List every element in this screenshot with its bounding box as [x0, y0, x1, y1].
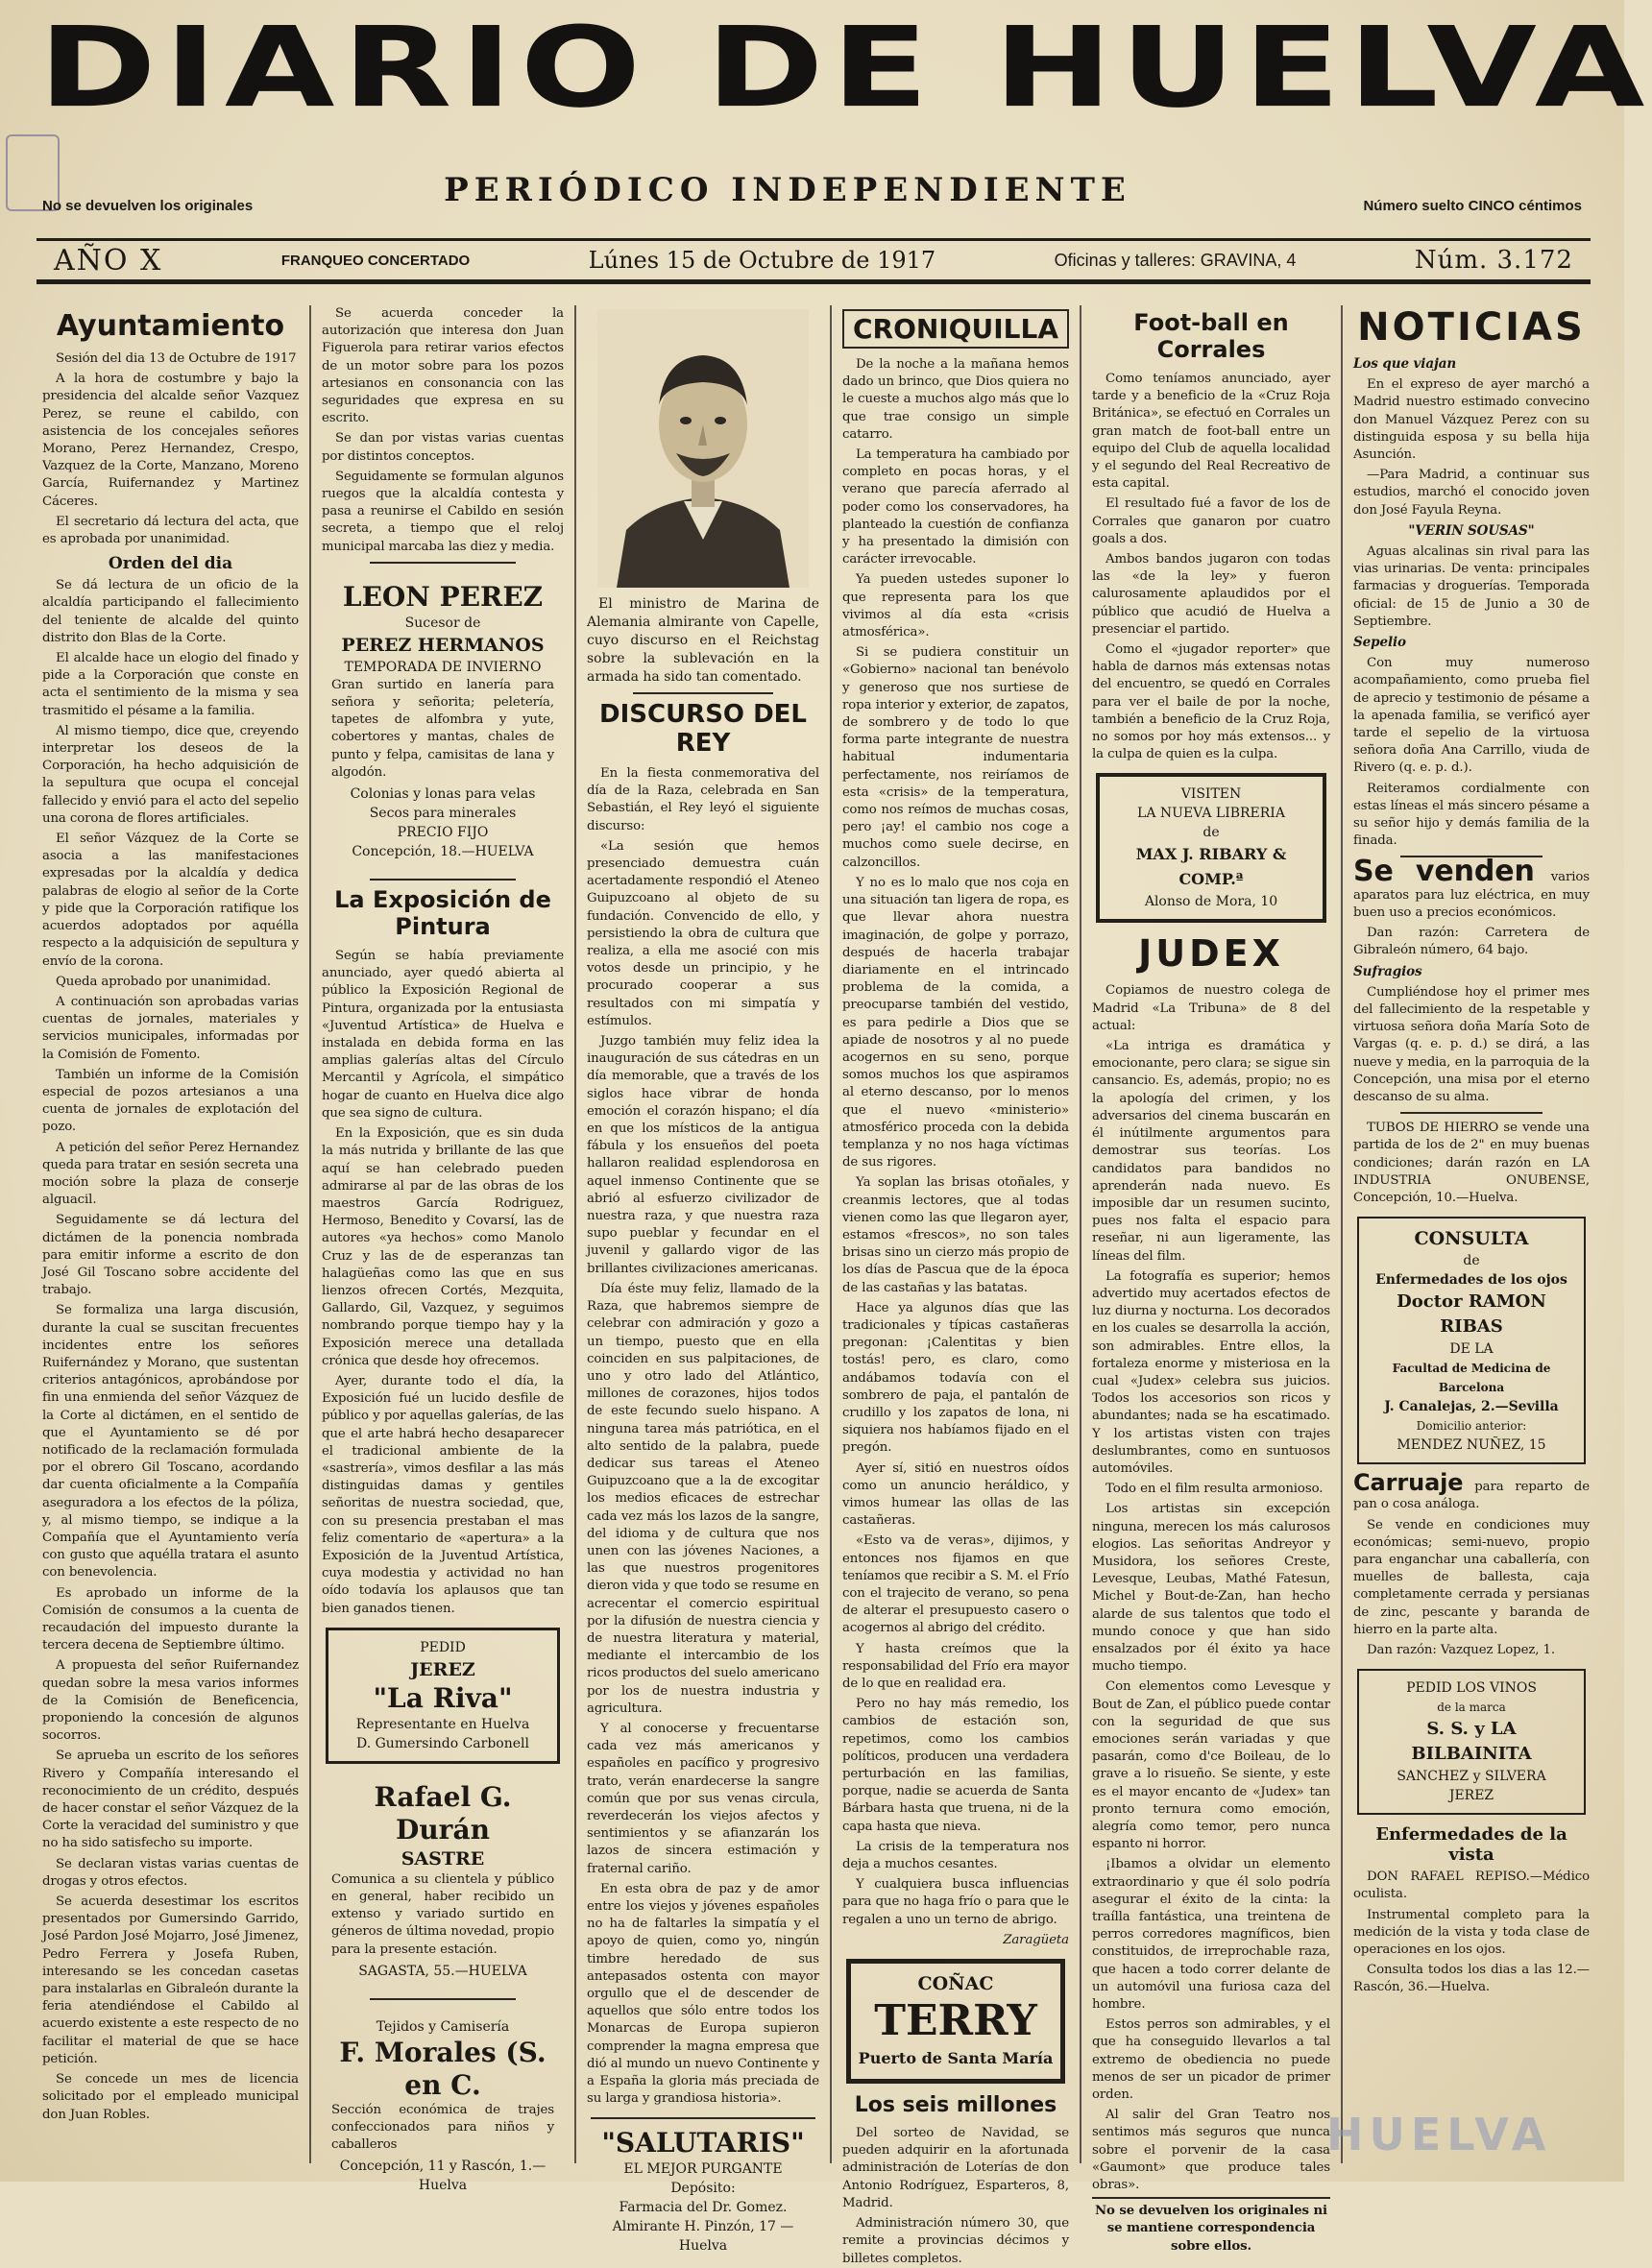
article-paragraph: Ayer, durante todo el día, la Exposición fué un lucido desfile de público y por aquellas galerías, de las que el arte habrá hecho desaparecer el tradicional ambiente de la «sastrería», vimos desfilar a las más distinguidas damas y gentiles señoritas de nuestra sociedad, que, con su presencia prestaban el mas feliz comentario de «apertura» a la Exposición de la Juventud Artística, cuya modestia y actividad no han oído todavía los aplausos que tan bien ganados tienen.: [322, 1373, 564, 1616]
news-kicker: Sepelio: [1353, 635, 1406, 651]
article-title-croniquilla: CRONIQUILLA: [842, 309, 1069, 349]
article-paragraph: Seguidamente se dá lectura del dictámen de la ponencia nombrada para emitir informe a escrito de don José Gil Toscano sobre accidente del trabajo.: [42, 1213, 299, 1298]
section-title-noticias: NOTICIAS: [1357, 305, 1586, 350]
article-paragraph: Se dá lectura de un oficio de la alcaldía participando el fallecimiento del teniente de alcalde del quinto distrito don Blas de la Corte.: [42, 578, 299, 645]
news-paragraph: DON RAFAEL REPISO.—Médico oculista.: [1353, 1870, 1590, 1902]
ad-text: Sucesor de: [404, 615, 481, 631]
column-ayuntamiento: [35, 305, 306, 2163]
footer-note: No se devuelven los originales ni se mantiene correspondencia sobre ellos.: [1092, 2197, 1330, 2256]
ad-text: EL MEJOR PURGANTE: [623, 2161, 783, 2178]
ad-title-vista: Enfermedades de la vista: [1375, 1824, 1567, 1866]
news-paragraph: Reiteramos cordialmente con estas líneas el más sincero pésame a su señor hijo y demás familia de la finada.: [1353, 781, 1590, 849]
ad-text: de la marca: [1437, 1701, 1506, 1715]
classified-heading: Carruaje: [1353, 1469, 1464, 1497]
ad-text: Facultad de Medicina de Barcelona: [1392, 1362, 1551, 1395]
ad-text: Comunica a su clientela y público en general, haber recibido un extenso y variado surtido en géneros de última novedad, propio para la presente estación.: [331, 1871, 554, 1957]
column-noticias: [1346, 305, 1597, 2163]
article-paragraph: También un informe de la Comisión especial de pozos artesianos a una cuenta de jornales de explotación del pozo.: [42, 1067, 299, 1135]
ad-text: DE LA: [1449, 1341, 1494, 1358]
article-paragraph: Se acuerda conceder la autorización que interesa don Juan Figuerola para retirar varios efectos de un motor sobre para los pozos artesianos en consonancia con las seguridades que expresa en su escrito.: [322, 306, 564, 426]
news-kicker: Los que viajan: [1353, 356, 1457, 372]
news-paragraph: Consulta todos los dias a las 12.—Rascón, 36.—Huelva.: [1353, 1963, 1590, 1995]
article-paragraph: El señor Vázquez de la Corte se asocia a las manifestaciones expresadas por la alcaldía y dedica palabras de elogio al señor de la Corte y pide que la Corporación ratifique los acuerdos adoptados por aquélla respecto a la adquisición de sepultura y envío de la corona.: [42, 832, 299, 969]
article-title-ayuntamiento: Ayuntamiento: [56, 309, 285, 343]
article-paragraph: Sesión del dia 13 de Octubre de 1917: [56, 351, 297, 366]
issue-year: AÑO X: [54, 243, 163, 277]
article-paragraph: Y hasta creímos que la responsabilidad del Frío era mayor de lo que en realidad era.: [842, 1641, 1069, 1692]
article-paragraph: Administración número 30, que remite a provincias décimos y billetes completos.: [842, 2216, 1069, 2266]
price-note: Número suelto CINCO céntimos: [1363, 198, 1582, 214]
classified-carruaje: [1353, 1469, 1590, 1513]
article-paragraph: Al salir del Gran Teatro nos sentimos más seguros que nunca sobre el porvenir de la casa «Gaumont» que produce tales obras».: [1092, 2108, 1330, 2193]
column-two: [314, 305, 571, 2194]
ad-text: Gran surtido en lanería para señora y señorita; peletería, tapetes de alfombra y yute, cobertores y mantas, chales de punto y felpa, camisitas de lana y algodón.: [331, 677, 554, 780]
article-paragraph: En la Exposición, que es sin duda la más nutrida y brillante de las que aquí se han celebrado pueden admirarse al par de las obras de los maestros García Rodriguez, Hermoso, Benedito y Covarsí, las de autores «ya hechos» como Manolo Cruz y las de de esperanzas tan halagüeñas como las que en sus lienzos ofrecen Cortés, Mezquita, Gallardo, Gil, Vazquez, y seguimos nombrando porque tiempo hay y la Exposición merece una detallada crónica que desde hoy ofrecemos.: [322, 1126, 564, 1368]
ad-libreria-ribary: [1096, 773, 1326, 923]
article-paragraph: Se dan por vistas varias cuentas por distintos conceptos.: [322, 431, 564, 464]
ad-text: Puerto de Santa María: [858, 2049, 1054, 2068]
issue-info-bar: [36, 238, 1591, 284]
ad-text: MENDEZ NUÑEZ, 15: [1397, 1437, 1546, 1454]
article-paragraph: Y al conocerse y frecuentarse cada vez más americanos y españoles en pacífico y progresivo trato, verán enardecerse la sangre común que por sus venas circula, reverdecerán los viejos afectos y sentimientos y se afianzarán los lazos de sincera estimación y fraternal cariño.: [587, 1721, 819, 1876]
article-paragraph: Todo en el film resulta armonioso.: [1105, 1482, 1324, 1497]
ad-text: SASTRE: [401, 1847, 485, 1870]
ad-text: CONSULTA: [1414, 1228, 1529, 1250]
ad-title: "SALUTARIS": [601, 2127, 805, 2159]
classified-text: para reparto de pan o cosa análoga.: [1353, 1480, 1590, 1512]
article-paragraph: En la fiesta conmemorativa del día de la Raza, celebrada en San Sebastián, el Rey leyó el siguiente discurso:: [587, 766, 819, 833]
ad-text: Concepción, 11 y Rascón, 1.—Huelva: [339, 2159, 547, 2194]
news-paragraph: TUBOS DE HIERRO se vende una partida de los de 2" en muy buenas condiciones; darán razón en LA INDUSTRIA ONUBENSE, Concepción, 10.—Huelva.: [1353, 1121, 1590, 1205]
article-paragraph: A continuación son aprobadas varias cuentas de jornales, materiales y servicios municipales, informadas por la Comisión de Fomento.: [42, 994, 299, 1062]
column-four: [835, 305, 1077, 2266]
ad-f-morales: [326, 2010, 560, 2204]
article-paragraph: Seguidamente se formulan algunos ruegos que la alcaldía contesta y pasa a reunirse el Cabildo en sesión secreta, a tiempo que el reloj municipal marcaba las diez y media.: [322, 469, 564, 554]
ad-text: Domicilio anterior:: [1416, 1419, 1527, 1434]
ad-la-riva: [326, 1628, 560, 1764]
ad-text: Depósito:: [670, 2181, 736, 2197]
article-paragraph: Se concede un mes de licencia solicitado por el empleado municipal don Juan Robles.: [42, 2072, 299, 2122]
ad-text: JEREZ: [410, 1658, 475, 1680]
ad-text: Representante en Huelva: [355, 1716, 530, 1732]
ad-rafael-duran: [326, 1773, 560, 1989]
portrait-image: [597, 309, 809, 588]
ad-terry: [846, 1959, 1065, 2084]
news-paragraph: Dan razón: Carretera de Gibraleón número, 64 bajo.: [1353, 926, 1590, 958]
classified-text: varios aparatos para luz eléctrica, en muy buen uso a precios económicos.: [1353, 870, 1590, 920]
news-paragraph: Dan razón: Vazquez Lopez, 1.: [1367, 1642, 1555, 1657]
article-paragraph: «La sesión que hemos presenciado demuestra cuán acertadamente respondió el Ateneo Guipuzcoano al objeto de su fundación. Convencido de ello, y persistiendo la obra de cultura que realiza, a ella me asocié con mis votos desde un principio, y he procurado cooperar a sus resultados con mi simpatía y estímulos.: [587, 838, 819, 1028]
news-paragraph: Se vende en condiciones muy económicas; semi-nuevo, propio para enganchar una caballería, con muelles de ballesta, caja completamente cerrada y persianas de zinc, pescante y baranda de hierro en la parte alta.: [1353, 1517, 1590, 1637]
article-paragraph: Se acuerda desestimar los escritos presentados por Gumersindo Garrido, José Pardon José Mojarro, José Jimenez, Pedro Ferrera y Josefa Ruben, interesando se les concedan casetas para instalarlas en Gibraleón durante la feria atendiéndose el Cabildo al acuerdo existente a este respecto de no facilitar el material de que se hace petición.: [42, 1894, 299, 2066]
article-paragraph: Del sorteo de Navidad, se pueden adquirir en la afortunada administración de Loterías de don Antonio Rodríguez, Esparteros, 8, Madrid.: [842, 2126, 1069, 2210]
archive-watermark-stamp: HUELVA: [1326, 2109, 1552, 2160]
article-title-seis-millones: Los seis millones: [854, 2093, 1057, 2118]
classified-heading: Se venden: [1353, 855, 1535, 889]
article-paragraph: El alcalde hace un elogio del finado y pide a la Corporación que conste en acta el sentimiento de la misma y sea trasmitido el pésame a la familia.: [42, 651, 299, 718]
ad-title: Doctor RAMON RIBAS: [1397, 1291, 1546, 1338]
article-title-discurso: DISCURSO DEL REY: [599, 700, 807, 758]
column-five: [1084, 305, 1338, 2254]
ad-text: PEREZ HERMANOS: [341, 634, 545, 656]
article-paragraph: ¡Ibamos a olvidar un elemento extraordinario y que él solo podría asegurar el éxito de la cinta: la traílla fantástica, una treintena de perros corredores magníficos, bien constituidos, de irreprochable raza, que hacen a todo correr delante de un automóvil una furiosa caza del hombre.: [1092, 1857, 1330, 2013]
article-signature: Zaragüeta: [1003, 1932, 1069, 1947]
article-paragraph: Día éste muy feliz, llamado de la Raza, que habremos siempre de celebrar con admiración y gozo a un tiempo, puesto que en ella coinciden en sus palpitaciones, de uno y otro lado del Atlántico, millones de corazones, hijos todos de este fecundo suelo hispano. A ninguna tarea más patriótica, en el alto sentido de la palabra, puede dedicar sus tareas el Ateneo Guipuzcoano que a la de excogitar los medios eficaces de estrechar cada vez más los lazos de la sangre, del idioma y de cultura que nos unen con las jóvenes Naciones, a las que nuestros progenitores dieron vida y que todo se resume en acrecentar el comercio espiritual por la difusión de nuestra ciencia y de nuestra literatura y material, mediante el intercambio de los ricos productos del suelo americano por los de nuestra industria y agricultura.: [587, 1281, 819, 1716]
originals-note: No se devuelven los originales: [42, 198, 254, 214]
ad-text: LA NUEVA LIBRERIA: [1137, 806, 1285, 822]
article-paragraph: Es aprobado un informe de la Comisión de consumos a la cuenta de recaudación del impuesto durante la tercera decena de Septiembre último.: [42, 1585, 299, 1653]
ad-text: PRECIO FIJO: [397, 825, 489, 841]
ad-text: Sección económica de trajes confeccionados para niños y caballeros: [331, 2102, 554, 2153]
ad-text: PEDID: [420, 1639, 466, 1655]
article-paragraph: Ya soplan las brisas otoñales, y creanmis lectores, que al todas vienen como las que llegaron ayer, estamos «frescos», no son tales brisas sino un cierzo más propio de los días de Pascua que de la época de las castañas y las batatas.: [842, 1175, 1069, 1295]
offices-address: Oficinas y talleres: GRAVINA, 4: [1054, 250, 1297, 270]
ad-text: D. Gumersindo Carbonell: [356, 1735, 529, 1751]
article-paragraph: El resultado fué a favor de los de Corrales que ganaron por cuatro goals a dos.: [1092, 496, 1330, 546]
ad-text: Colonias y lonas para velas: [350, 786, 536, 803]
ad-text: VISITEN: [1180, 786, 1242, 803]
article-paragraph: En esta obra de paz y de amor entre los viejos y jóvenes españoles no ha de faltarles la simpatía y el apoyo de quien, como yo, ningún timbre heredado de sus antepasados ostenta con mayor orgullo que el de descender de aquellos que sólo entre todos los Monarcas de Europa supieron comprender la magna empresa que dió al mundo un nuevo Continente y a España la gloria más preciada de su larga y grandiosa historia».: [587, 1881, 819, 2107]
portrait-caption: El ministro de Marina de Alemania almirante von Capelle, cuyo discurso en el Reichstag sobre la sublevación en la armada ha sido tan comentado.: [587, 596, 819, 685]
ad-text: PEDID LOS VINOS: [1406, 1680, 1537, 1697]
article-paragraph: Pero no hay más remedio, los cambios de estación son, repetimos, como los cambios políticos, producen una verdadera perturbación en las familias, porque, nadie se acuerda de Santa Bárbara hasta que truena, ni de la capa hasta que nieva.: [842, 1697, 1069, 1834]
article-paragraph: Copiamos de nuestro colega de Madrid «La Tribuna» de 8 del actual:: [1092, 983, 1330, 1033]
ad-title: F. Morales (S. en C.: [339, 2036, 547, 2101]
article-paragraph: A petición del señor Perez Hernandez queda para tratar en sesión secreta una moción sobre la plaza de conserje alguacil.: [42, 1140, 299, 1208]
ad-text: SAGASTA, 55.—HUELVA: [358, 1963, 527, 1979]
masthead: [38, 3, 1652, 181]
ad-text: Almirante H. Pinzón, 17 — Huelva: [612, 2219, 794, 2255]
news-paragraph: Aguas alcalinas sin rival para las vias urinarias. De venta: principales farmacias y droguerías. Temporada oficial: de 15 de Junio a 30 de Septiembre.: [1353, 544, 1590, 629]
issue-date: Lúnes 15 de Octubre de 1917: [588, 247, 936, 274]
ad-text: Secos para minerales: [369, 806, 517, 822]
ad-title: LEON PEREZ: [342, 580, 544, 613]
article-paragraph: Con elementos como Levesque y Bout de Zan, el público puede contar con la seguridad de que sus emociones serán variadas y que pasarán, como d'ce Boileau, de lo grave a lo risueño. Se siente, y este es el mayor encanto de «Judex» tan pronto ternura como emoción, alegría como temor, pero nunca espanto ni horror.: [1092, 1679, 1330, 1852]
ad-text: TEMPORADA DE INVIERNO: [344, 659, 542, 675]
article-paragraph: Ayer sí, sitió en nuestros oídos como un anuncio heráldico, y vimos humear las ollas de las castañeras.: [842, 1460, 1069, 1529]
ad-doctor-ribas: [1357, 1217, 1586, 1464]
article-paragraph: Según se había previamente anunciado, ayer quedó abierta al público la Exposición Regional de Pintura, organizada por la entusiasta «Juventud Artística» de Huelva e instalada en debida forma en las amplias galerías altas del Círculo Mercantil y Agrícola, el simpático hogar de cuanto en Huelva dice algo que sea signo de cultura.: [322, 949, 564, 1121]
article-title-exposicion: La Exposición de Pintura: [334, 886, 551, 941]
article-paragraph: El secretario dá lectura del acta, que es aprobada por unanimidad.: [42, 514, 299, 547]
ad-salutaris: [591, 2117, 815, 2263]
article-title-judex: JUDEX: [1138, 932, 1284, 976]
ad-text: SANCHEZ y SILVERA: [1397, 1769, 1546, 1785]
article-paragraph: A la hora de costumbre y bajo la presidencia del alcalde señor Vazquez Perez, se reune el cabildo, con asistencia de los concejales señores Morano, Perez Hernandez, Crespo, Vazquez de la Corte, Manzano, Moreno García, Ruifernandez y Martinez Cáceres.: [42, 372, 299, 509]
section-subtitle-orden: Orden del dia: [108, 554, 233, 574]
news-paragraph: Cumpliéndose hoy el primer mes del fallecimiento de la respetable y virtuosa señora doña María Soto de Vargas (q. e. p. d.) se dirá, a las nueve y media, en la parroquia de la Concepción, una misa por el eterno descanso de su alma.: [1353, 984, 1590, 1104]
news-kicker: "VERIN SOUSAS": [1408, 522, 1535, 539]
news-kicker: Sufragios: [1353, 963, 1422, 979]
article-paragraph: Como el «jugador reporter» que habla de darnos más extensas notas del encuentro, se quedó en Corrales para ver el baile de por la noche, también a beneficio de la Cruz Roja, no somos por hoy más extensos... y la culpa de quien es la culpa.: [1092, 642, 1330, 762]
article-paragraph: Si se pudiera constituir un «Gobierno» nacional tan benévolo y generoso que nos surtiese de ropa interior y exterior, de zapatos, de sombrero y de todo lo que forma parte integrante de nuestra habitual indumentaria perfectamente, nos reiríamos de esta «crisis» de la temperatura, como nos reímos de muchas cosas, pero ¡ay! el cambio nos coge a muchos como suele decirse, en calzoncillos.: [842, 645, 1069, 870]
article-paragraph: Queda aprobado por unanimidad.: [56, 974, 271, 989]
article-paragraph: Al mismo tiempo, dice que, creyendo interpretar los deseos de la Corporación, ha hecho adquisición de la sepultura que ocupa el concejal fallecido y envió para el acto del sepelio una corona de flores artificiales.: [42, 723, 299, 826]
news-paragraph: En el expreso de ayer marchó a Madrid nuestro estimado convecino don Manuel Vázquez Perez con su distinguida esposa y su bella hija Asunción.: [1353, 377, 1590, 463]
article-paragraph: Ya pueden ustedes suponer lo que representa para los que vivimos al día esta «crisis atmosférica».: [842, 572, 1069, 640]
issue-number: Núm. 3.172: [1414, 246, 1573, 275]
article-paragraph: La fotografía es superior; hemos advertido muy acertados efectos de luz diurna y nocturna. Los decorados en los cuales se desarrolla la acción, son admirables. Entre ellos, la fortaleza enorme y misteriosa en la cual «Judex» celebra sus juicios. Todos los accesorios son ricos y abundantes; nada se ha escatimado. Y los artistas visten con trajes deslumbrantes, como en suntuosos automóviles.: [1092, 1268, 1330, 1476]
article-paragraph: Se declaran vistas varias cuentas de drogas y otros efectos.: [42, 1856, 299, 1889]
classified-se-venden: [1353, 855, 1590, 922]
newspaper-subtitle: PERIÓDICO INDEPENDIENTE: [444, 171, 1131, 209]
column-three: [579, 305, 827, 2255]
article-paragraph: A propuesta del señor Ruifernandez quedan sobre la mesa varios informes de la Comisión de Beneficencia, proponiendo la concesión de algunos socorros.: [42, 1658, 299, 1744]
article-paragraph: Los artistas sin excepción ninguna, merecen los más calurosos elogios. Las señoritas Andreyor y Musidora, los señores Creste, Levesque, Leubas, Mathé Fatesun, Michel y Bout-de-Zan, han hecho alarde de sus talentos que todo el mundo conoce y que han sido ensalzados por él éxito ya hace mucho tiempo.: [1092, 1502, 1330, 1675]
ad-title: "La Riva": [373, 1681, 513, 1714]
ad-text: JEREZ: [1448, 1788, 1494, 1804]
newspaper-title: DIARIO DE HUELVA: [38, 3, 1652, 133]
ad-title: Rafael G. Durán: [374, 1780, 512, 1846]
ad-text: Farmacia del Dr. Gomez.: [619, 2200, 788, 2216]
ad-title: MAX J. RIBARY & COMP.ª: [1135, 845, 1287, 889]
article-paragraph: «La intriga es dramática y emocionante, pero clara; se sigue sin cansancio. Es, además, propio; no es la apología del crimen, y los adversarios del cinema buscarán en él inútilmente argumentos para demostrar sus teorías. Los candidatos para bandidos no aprenderán nada nuevo. Es imposible dar un resumen sucinto, pues nos falta el espacio para reseñar, ni aun ligeramente, las líneas del film.: [1092, 1039, 1330, 1264]
ad-text: Concepción, 18.—HUELVA: [352, 844, 534, 860]
ad-title: S. S. y LA BILBAINITA: [1411, 1719, 1532, 1765]
news-paragraph: Con muy numeroso acompañamiento, como prueba fiel de aprecio y testimonio de pésame a la apenada familia, se verificó ayer tarde el sepelio de la virtuosa señora doña Ana Carrillo, viuda de Rivero (q. e. p. d.).: [1353, 656, 1590, 776]
franqueo-note: FRANQUEO CONCERTADO: [280, 252, 471, 269]
news-paragraph: —Para Madrid, a continuar sus estudios, marchó el conocido joven don José Fayula Reyna.: [1353, 468, 1590, 518]
ad-title: TERRY: [874, 1996, 1037, 2046]
article-paragraph: Como teníamos anunciado, ayer tarde y a beneficio de la «Cruz Roja Británica», se efectuó en Corrales un gran match de foot-ball entre un equipo del Club de aquella localidad y el segundo del Real Recreativo de esta capital.: [1092, 372, 1330, 492]
ad-text: Alonso de Mora, 10: [1144, 894, 1278, 910]
article-paragraph: «Esto va de veras», dijimos, y entonces nos fijamos en que teníamos que recibir a S. M. el Frío con el trajecito de verano, so pena de alterar el presupuesto casero o acogernos al abrigo del crédito.: [842, 1533, 1069, 1636]
article-paragraph: Y cualquiera busca influencias para que no haga frío o para que le regalen a uno un terno de abrigo.: [842, 1877, 1069, 1927]
ad-leon-perez: [326, 573, 560, 869]
article-paragraph: La crisis de la temperatura nos deja a muchos cesantes.: [842, 1839, 1069, 1872]
news-paragraph: Instrumental completo para la medición de la vista y toda clase de operaciones en los ojos.: [1353, 1907, 1590, 1957]
article-paragraph: Se formaliza una larga discusión, durante la cual se suscitan frecuentes incidentes entre los señores Ruifernández y Morano, que sustentan criterios antagónicos, aprobándose por fin una enmienda del señor Vázquez de la Corte al dictámen, en el sentido de que el Ayuntamiento se dé por notificado de la reclamación formulada por el obrero Gil Toscano, acordando dar cuenta oficialmente a la Compañía aseguradora a los efectos de la póliza, y, al mismo tiempo, se indique a la Compañía que el Ayuntamiento vería con gusto que aquélla tratara el asunto con benevolencia.: [42, 1303, 299, 1580]
article-title-football: Foot-ball en Corrales: [1133, 309, 1289, 363]
article-paragraph: Hace ya algunos días que las tradicionales y típicas castañeras pregonan: ¡Calentitas y bien tostás! pero, es claro, como andábamos todavía con el sombrero de paja, el pantalón de crudillo y los zapatos de lona, ni siquiera nos habíamos fijado en el pregón.: [842, 1300, 1069, 1456]
article-paragraph: Y no es lo malo que nos coja en una situación tan ligera de ropa, es que llevar ahora nuestra imaginación, de golpe y porrazo, después de hacerla trabajar diariamente en el intrincado problema de la comida, a preocuparse también del vestido, es para pedirle a Dios que se apiade de nosotros y al no puede acogernos en su seno, porque somos muchos los que aspiramos al eterno descanso, por lo menos que el nuevo «ministerio» atmosférico proceda con la debida templanza y no nos haga víctimas de sus rigores.: [842, 875, 1069, 1170]
article-paragraph: Juzgo también muy feliz idea la inauguración de sus cátedras en un día memorable, que a través de los siglos hace vibrar de honda emoción el corazón hispano; el día en que los místicos de la antigua fábula y los ensueños del poeta hallaron realidad esplendorosa en aquel inmenso Continente que se abrió al esfuerzo civilizador de nuestra raza, y que nuestra raza supo pueblar y fecundar en el juvenil y gallardo vigor de las brillantes civilizaciones americanas.: [587, 1034, 819, 1276]
article-paragraph: Se aprueba un escrito de los señores Rivero y Compañía interesando el reconocimiento de un crédito, después de hacer constar el señor Vázquez de la Corte la veracidad del suministro y que no ha sido satisfecho su importe.: [42, 1749, 299, 1851]
ad-text: Tejidos y Camisería: [376, 2018, 510, 2035]
ad-vinos-bilbainita: [1357, 1669, 1586, 1815]
ad-text: J. Canalejas, 2.—Sevilla: [1384, 1399, 1559, 1415]
article-paragraph: La temperatura ha cambiado por completo en pocas horas, y el verano que parecía aferrado al poder como los conservadores, ha planteado la cuestión de confianza y ha presentado la dimisión con carácter irrevocable.: [842, 447, 1069, 567]
ad-text: COÑAC: [917, 1973, 994, 1995]
article-paragraph: Estos perros son admirables, y el que ha conseguido llevarlos a tal extremo de obediencia no puede menos de ser un picador de primer orden.: [1092, 2017, 1330, 2103]
ad-text: de: [1203, 825, 1220, 841]
ad-text: Enfermedades de los ojos: [1375, 1272, 1567, 1289]
article-paragraph: Ambos bandos jugaron con todas las «de la ley» y fueron calurosamente aplaudidos por el público que acudió de Huelva a presenciar el partido.: [1092, 552, 1330, 637]
article-paragraph: De la noche a la mañana hemos dado un brinco, que Dios quiera no le cueste a muchos algo más que lo que trae consigo un simple catarro.: [842, 357, 1069, 442]
ad-text: de: [1463, 1253, 1480, 1269]
